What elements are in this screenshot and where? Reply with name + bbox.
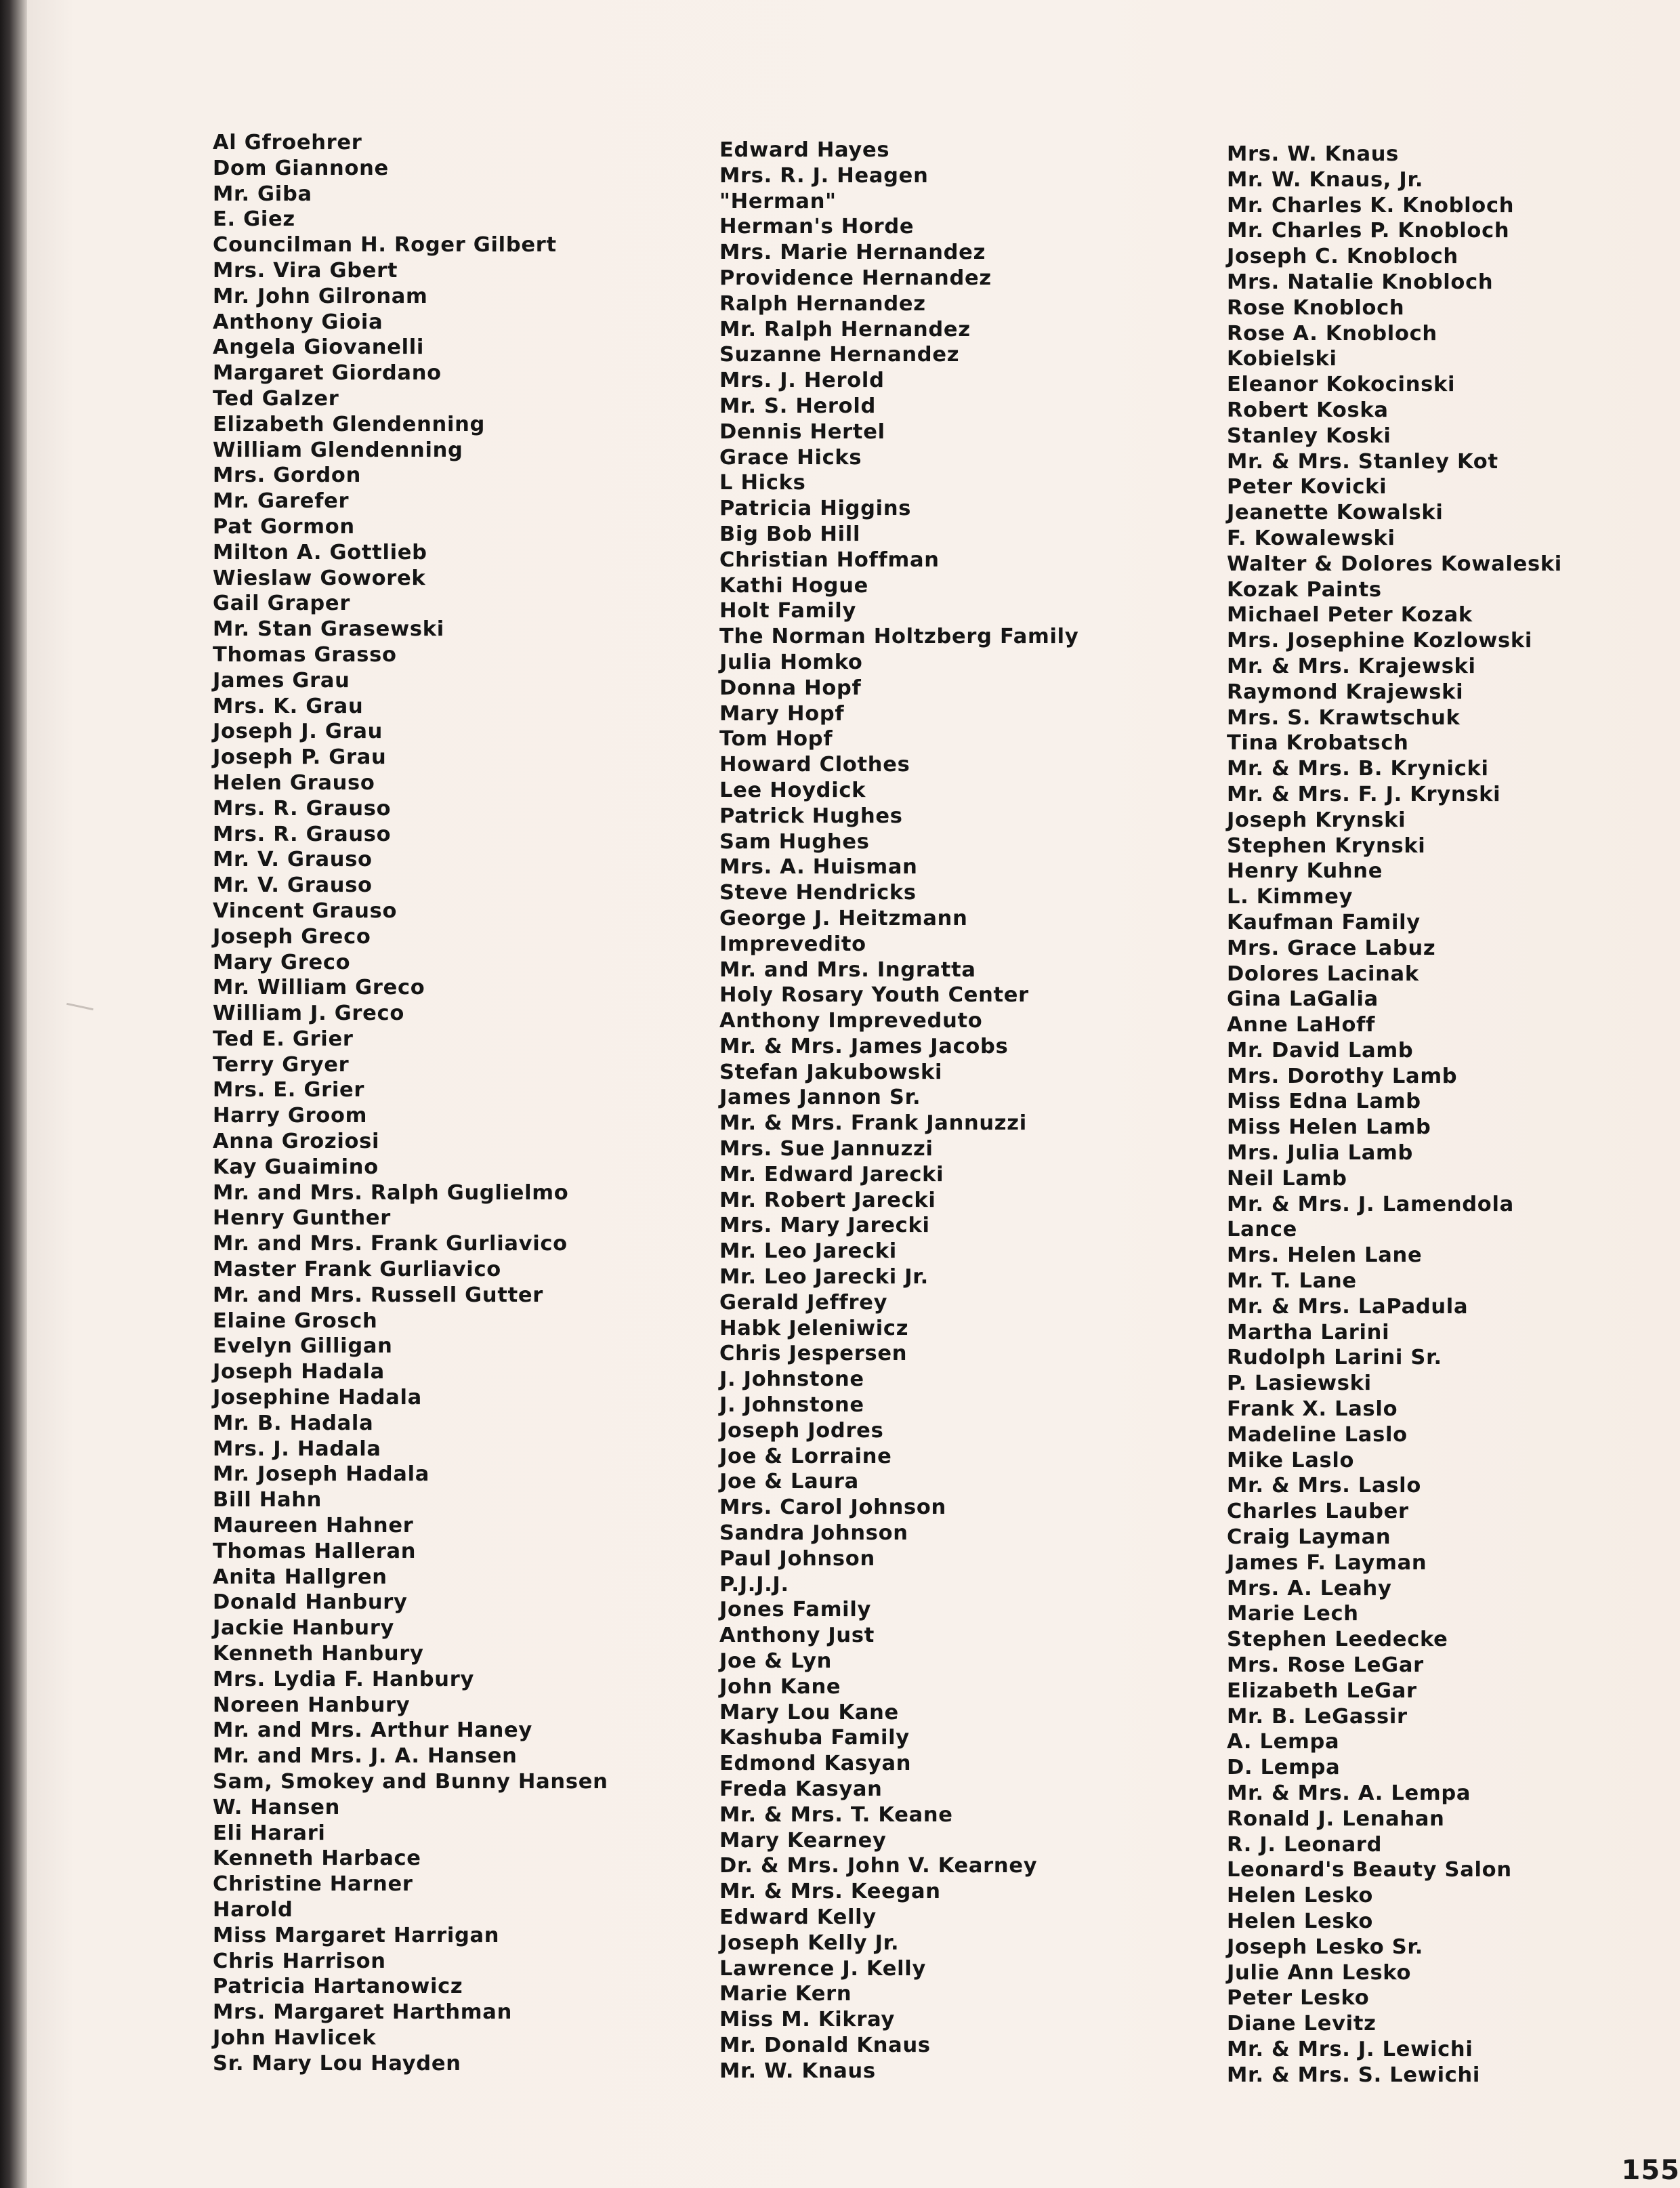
name-entry: Mr. Robert Jarecki — [719, 1188, 936, 1212]
name-entry: P. Lasiewski — [1227, 1371, 1372, 1396]
name-entry: Kobielski — [1227, 347, 1337, 371]
name-entry: Mr. B. Hadala — [213, 1411, 374, 1435]
name-entry: Mr. Giba — [213, 182, 312, 206]
name-entry: Mrs. W. Knaus — [1227, 142, 1400, 166]
name-entry: Maureen Hahner — [213, 1514, 414, 1538]
name-entry: Donna Hopf — [719, 676, 862, 700]
name-entry: Edmond Kasyan — [719, 1752, 912, 1776]
name-entry: Raymond Krajewski — [1227, 680, 1464, 704]
name-entry: Tom Hopf — [719, 727, 833, 751]
name-entry: F. Kowalewski — [1227, 526, 1395, 550]
name-entry: Helen Lesko — [1227, 1884, 1374, 1908]
name-entry: Mrs. J. Herold — [719, 369, 885, 393]
name-entry: Mrs. E. Grier — [213, 1078, 365, 1102]
name-entry: Mrs. R. J. Heagen — [719, 163, 929, 188]
name-entry: Mary Kearney — [719, 1828, 887, 1853]
name-entry: Mr. Leo Jarecki — [719, 1239, 897, 1264]
name-entry: Mr. & Mrs. Laslo — [1227, 1474, 1421, 1498]
name-entry: Mr. & Mrs. J. Lewichi — [1227, 2037, 1473, 2061]
name-entry: Dennis Hertel — [719, 419, 885, 444]
name-entry: Master Frank Gurliavico — [213, 1258, 501, 1282]
name-entry: Mr. & Mrs. A. Lempa — [1227, 1781, 1471, 1805]
name-entry: Big Bob Hill — [719, 522, 861, 546]
name-entry: Harry Groom — [213, 1104, 368, 1128]
name-entry: Miss Helen Lamb — [1227, 1115, 1431, 1140]
name-entry: Mrs. Vira Gbert — [213, 258, 398, 283]
name-entry: Mr. V. Grauso — [213, 848, 373, 872]
name-entry: Grace Hicks — [719, 445, 862, 470]
name-entry: Marie Kern — [719, 1982, 852, 2006]
name-entry: Donald Hanbury — [213, 1590, 408, 1615]
name-entry: Margaret Giordano — [213, 361, 442, 386]
name-entry: Anita Hallgren — [213, 1565, 387, 1589]
name-entry: J. Johnstone — [719, 1367, 864, 1392]
name-column-1 — [213, 130, 608, 2077]
name-entry: Madeline Laslo — [1227, 1422, 1408, 1447]
name-entry: Mrs. Lydia F. Hanbury — [213, 1667, 475, 1691]
name-entry: Josephine Hadala — [213, 1386, 422, 1410]
name-entry: Councilman H. Roger Gilbert — [213, 233, 557, 257]
name-entry: Mrs. Carol Johnson — [719, 1495, 946, 1520]
name-entry: Kenneth Harbace — [213, 1846, 421, 1871]
name-entry: Imprevedito — [719, 932, 866, 956]
name-entry: Joseph J. Grau — [213, 720, 383, 744]
name-entry: Mr. B. LeGassir — [1227, 1704, 1408, 1729]
name-entry: William Glendenning — [213, 438, 463, 462]
name-entry: Mr. and Mrs. Arthur Haney — [213, 1718, 532, 1743]
name-entry: Mr. W. Knaus, Jr. — [1227, 167, 1424, 192]
name-entry: Mrs. R. Grauso — [213, 796, 392, 821]
name-entry: Sam, Smokey and Bunny Hansen — [213, 1770, 608, 1794]
name-entry: Mr. Garefer — [213, 489, 350, 514]
name-entry: Neil Lamb — [1227, 1166, 1347, 1191]
name-entry: Mrs. J. Hadala — [213, 1437, 381, 1461]
name-entry: Mr. Edward Jarecki — [719, 1162, 944, 1186]
name-entry: Gina LaGalia — [1227, 987, 1379, 1012]
name-entry: Dolores Lacinak — [1227, 962, 1419, 986]
name-entry: Milton A. Gottlieb — [213, 540, 427, 564]
name-entry: Noreen Hanbury — [213, 1693, 411, 1717]
name-entry: Henry Kuhne — [1227, 859, 1383, 884]
name-entry: Dom Giannone — [213, 156, 389, 180]
name-entry: Stefan Jakubowski — [719, 1060, 943, 1084]
name-entry: Mrs. Marie Hernandez — [719, 241, 986, 265]
name-entry: Mr. Donald Knaus — [719, 2033, 931, 2057]
name-entry: Mr. & Mrs. F. J. Krynski — [1227, 782, 1501, 806]
book-binding-shadow — [0, 0, 27, 2188]
name-column-2 — [719, 138, 1078, 2084]
name-entry: Mr. Ralph Hernandez — [719, 317, 971, 342]
name-entry: Thomas Grasso — [213, 642, 397, 667]
name-entry: Mrs. Rose LeGar — [1227, 1653, 1424, 1678]
name-entry: Kay Guaimino — [213, 1155, 379, 1179]
name-entry: Charles Lauber — [1227, 1500, 1409, 1524]
name-entry: Mr. & Mrs. LaPadula — [1227, 1294, 1469, 1319]
name-entry: Mrs. Gordon — [213, 463, 361, 488]
name-entry: Julia Homko — [719, 650, 863, 674]
name-entry: Joe & Laura — [719, 1470, 859, 1494]
name-entry: Providence Hernandez — [719, 266, 992, 290]
name-entry: Kathi Hogue — [719, 573, 868, 598]
name-entry: Henry Gunther — [213, 1206, 392, 1231]
name-entry: Diane Levitz — [1227, 2012, 1377, 2036]
name-entry: Elizabeth Glendenning — [213, 412, 486, 436]
name-entry: Lance — [1227, 1218, 1297, 1242]
name-entry: Mrs. K. Grau — [213, 694, 364, 718]
name-entry: George J. Heitzmann — [719, 906, 968, 930]
name-entry: John Kane — [719, 1674, 841, 1699]
name-entry: J. Johnstone — [719, 1393, 864, 1418]
name-entry: Chris Harrison — [213, 1949, 386, 1973]
name-entry: Joseph Lesko Sr. — [1227, 1935, 1424, 1959]
name-entry: Marie Lech — [1227, 1602, 1359, 1626]
name-entry: Kenneth Hanbury — [213, 1642, 424, 1666]
name-entry: Angela Giovanelli — [213, 335, 425, 360]
name-entry: Suzanne Hernandez — [719, 343, 960, 367]
name-entry: A. Lempa — [1227, 1730, 1340, 1754]
name-entry: Mr. David Lamb — [1227, 1038, 1414, 1062]
name-entry: Mr. & Mrs. Krajewski — [1227, 654, 1476, 678]
name-entry: Helen Lesko — [1227, 1909, 1374, 1933]
name-entry: Anthony Impreveduto — [719, 1009, 983, 1033]
name-entry: Edward Kelly — [719, 1905, 877, 1929]
name-entry: Mike Laslo — [1227, 1448, 1355, 1472]
name-entry: Chris Jespersen — [719, 1342, 908, 1366]
name-entry: Christian Hoffman — [719, 548, 940, 572]
name-entry: Martha Larini — [1227, 1320, 1390, 1344]
name-entry: Wieslaw Goworek — [213, 566, 426, 590]
name-entry: Mary Lou Kane — [719, 1700, 899, 1725]
name-entry: "Herman" — [719, 189, 837, 213]
name-entry: Mr. and Mrs. Ingratta — [719, 957, 976, 982]
name-entry: Al Gfroehrer — [213, 131, 362, 154]
name-entry: Mr. S. Herold — [719, 394, 877, 418]
name-entry: Miss Margaret Harrigan — [213, 1923, 500, 1947]
name-entry: Joe & Lyn — [719, 1649, 833, 1674]
name-entry: James F. Layman — [1227, 1550, 1427, 1575]
name-entry: Jeanette Kowalski — [1227, 501, 1444, 525]
name-entry: Mrs. Helen Lane — [1227, 1243, 1423, 1268]
name-entry: Elaine Grosch — [213, 1308, 378, 1333]
name-entry: Christine Harner — [213, 1872, 413, 1897]
name-entry: Mr. & Mrs. Keegan — [719, 1880, 941, 1904]
name-entry: James Grau — [213, 668, 350, 693]
name-entry: Helen Grauso — [213, 770, 375, 795]
name-entry: James Jannon Sr. — [719, 1086, 921, 1110]
name-entry: John Havlicek — [213, 2025, 377, 2050]
name-entry: Kaufman Family — [1227, 910, 1421, 934]
name-entry: Kashuba Family — [719, 1726, 910, 1750]
name-entry: Joseph C. Knobloch — [1227, 245, 1458, 269]
name-entry: Lawrence J. Kelly — [719, 1956, 927, 1981]
name-entry: Ralph Hernandez — [719, 291, 926, 316]
name-entry: Mr. Stan Grasewski — [213, 617, 444, 642]
page-number: 155 — [1621, 2155, 1680, 2186]
name-entry: Stephen Leedecke — [1227, 1628, 1448, 1652]
name-entry: R. J. Leonard — [1227, 1832, 1383, 1857]
name-entry: Joseph Krynski — [1227, 808, 1406, 832]
name-entry: Anna Groziosi — [213, 1130, 380, 1154]
name-entry: Herman's Horde — [719, 215, 915, 239]
name-entry: Anthony Just — [719, 1624, 875, 1648]
name-entry: Dr. & Mrs. John V. Kearney — [719, 1854, 1038, 1878]
name-entry: Mr. and Mrs. Frank Gurliavico — [213, 1232, 568, 1256]
name-entry: Jones Family — [719, 1598, 872, 1622]
name-entry: Mr. & Mrs. J. Lamendola — [1227, 1192, 1514, 1216]
name-entry: Bill Hahn — [213, 1488, 322, 1512]
name-entry: Joseph P. Grau — [213, 745, 387, 770]
name-entry: Patrick Hughes — [719, 804, 903, 828]
name-entry: William J. Greco — [213, 1002, 404, 1026]
name-entry: Mary Hopf — [719, 701, 845, 726]
name-entry: Joe & Lorraine — [719, 1444, 892, 1468]
name-entry: Robert Koska — [1227, 398, 1389, 422]
name-entry: Anthony Gioia — [213, 310, 383, 334]
name-entry: Walter & Dolores Kowaleski — [1227, 552, 1562, 576]
name-entry: Mr. & Mrs. Frank Jannuzzi — [719, 1111, 1027, 1136]
paper-mark — [66, 1003, 93, 1010]
name-entry: Gerald Jeffrey — [719, 1290, 888, 1315]
name-entry: Mr. & Mrs. Stanley Kot — [1227, 449, 1498, 474]
name-entry: Mrs. Julia Lamb — [1227, 1141, 1414, 1165]
name-entry: Eleanor Kokocinski — [1227, 373, 1456, 397]
name-entry: Patricia Higgins — [719, 497, 912, 521]
name-entry: Mrs. Grace Labuz — [1227, 936, 1436, 960]
name-entry: Tina Krobatsch — [1227, 731, 1409, 756]
name-entry: Mr. & Mrs. T. Keane — [719, 1802, 953, 1827]
name-entry: Thomas Halleran — [213, 1539, 417, 1563]
name-entry: Mrs. S. Krawtschuk — [1227, 705, 1461, 730]
name-entry: Mr. Charles P. Knobloch — [1227, 219, 1510, 243]
name-entry: Vincent Grauso — [213, 899, 398, 923]
name-entry: Mrs. Mary Jarecki — [719, 1214, 930, 1238]
name-entry: Joseph Greco — [213, 924, 371, 949]
name-entry: Mr. V. Grauso — [213, 873, 373, 898]
name-entry: Leonard's Beauty Salon — [1227, 1858, 1512, 1882]
name-entry: Steve Hendricks — [719, 881, 917, 905]
name-entry: Mr. William Greco — [213, 976, 425, 1000]
name-entry: Stanley Koski — [1227, 424, 1391, 448]
name-entry: Mrs. Dorothy Lamb — [1227, 1064, 1458, 1088]
name-entry: Craig Layman — [1227, 1525, 1391, 1550]
name-entry: Mrs. Sue Jannuzzi — [719, 1137, 933, 1161]
name-column-3 — [1227, 142, 1562, 2088]
name-entry: Mr. W. Knaus — [719, 2059, 876, 2083]
name-entry: Mrs. R. Grauso — [213, 822, 392, 846]
name-entry: Peter Kovicki — [1227, 475, 1387, 499]
name-entry: W. Hansen — [213, 1795, 341, 1819]
name-entry: Julie Ann Lesko — [1227, 1960, 1412, 1985]
name-entry: Michael Peter Kozak — [1227, 603, 1473, 627]
name-entry: Miss Edna Lamb — [1227, 1090, 1421, 1114]
name-entry: Edward Hayes — [719, 138, 890, 162]
name-entry: D. Lempa — [1227, 1756, 1341, 1780]
name-entry: Rose A. Knobloch — [1227, 321, 1437, 346]
name-entry: Ted E. Grier — [213, 1027, 354, 1051]
name-entry: Peter Lesko — [1227, 1986, 1370, 2010]
name-entry: Mary Greco — [213, 950, 351, 974]
name-entry: Joseph Hadala — [213, 1360, 385, 1384]
name-entry: Rose Knobloch — [1227, 295, 1405, 320]
name-entry: Eli Harari — [213, 1821, 326, 1845]
name-entry: Mr. & Mrs. James Jacobs — [719, 1034, 1009, 1058]
name-entry: Patricia Hartanowicz — [213, 1975, 463, 1999]
name-entry: Mrs. Natalie Knobloch — [1227, 270, 1494, 294]
name-entry: Ted Galzer — [213, 386, 339, 411]
name-entry: Mr. & Mrs. B. Krynicki — [1227, 757, 1489, 781]
name-entry: Sr. Mary Lou Hayden — [213, 2051, 461, 2076]
name-entry: P.J.J.J. — [719, 1572, 789, 1596]
name-entry: Joseph Jodres — [719, 1418, 884, 1443]
name-entry: Holy Rosary Youth Center — [719, 983, 1029, 1008]
name-entry: L Hicks — [719, 471, 806, 495]
name-entry: Howard Clothes — [719, 753, 910, 777]
name-entry: Rudolph Larini Sr. — [1227, 1346, 1442, 1370]
name-entry: Pat Gormon — [213, 514, 355, 539]
name-entry: Sandra Johnson — [719, 1521, 908, 1546]
name-entry: The Norman Holtzberg Family — [719, 625, 1079, 649]
name-entry: Ronald J. Lenahan — [1227, 1807, 1445, 1831]
name-entry: Frank X. Laslo — [1227, 1397, 1398, 1422]
name-entry: E. Giez — [213, 207, 295, 232]
name-entry: Elizabeth LeGar — [1227, 1678, 1417, 1703]
name-entry: Mr. and Mrs. Ralph Guglielmo — [213, 1180, 569, 1205]
name-entry: L. Kimmey — [1227, 885, 1353, 909]
name-entry: Mr. Leo Jarecki Jr. — [719, 1265, 929, 1289]
name-entry: Evelyn Gilligan — [213, 1334, 393, 1359]
name-entry: Mrs. A. Huisman — [719, 855, 918, 880]
name-entry: Anne LaHoff — [1227, 1013, 1376, 1037]
name-entry: Terry Gryer — [213, 1052, 350, 1077]
name-entry: Paul Johnson — [719, 1546, 875, 1571]
name-entry: Joseph Kelly Jr. — [719, 1931, 900, 1955]
name-entry: Mr. Joseph Hadala — [213, 1462, 430, 1487]
name-entry: Mrs. A. Leahy — [1227, 1576, 1392, 1601]
name-entry: Mr. Charles K. Knobloch — [1227, 193, 1515, 218]
name-entry: Mrs. Josephine Kozlowski — [1227, 629, 1532, 653]
name-entry: Jackie Hanbury — [213, 1616, 395, 1640]
name-entry: Freda Kasyan — [719, 1777, 883, 1801]
name-entry: Mrs. Margaret Harthman — [213, 2000, 512, 2025]
name-entry: Sam Hughes — [719, 829, 870, 854]
name-entry: Gail Graper — [213, 592, 351, 616]
name-entry: Kozak Paints — [1227, 577, 1382, 602]
name-entry: Mr. and Mrs. J. A. Hansen — [213, 1744, 518, 1769]
name-entry: Mr. and Mrs. Russell Gutter — [213, 1283, 544, 1307]
name-entry: Stephen Krynski — [1227, 833, 1426, 858]
name-entry: Lee Hoydick — [719, 778, 866, 802]
name-entry: Harold — [213, 1897, 293, 1922]
name-entry: Mr. & Mrs. S. Lewichi — [1227, 2063, 1481, 2087]
name-entry: Miss M. Kikray — [719, 2008, 896, 2032]
name-entry: Habk Jeleniwicz — [719, 1316, 909, 1340]
name-entry: Mr. T. Lane — [1227, 1269, 1357, 1294]
name-entry: Mr. John Gilronam — [213, 284, 428, 308]
name-entry: Holt Family — [719, 599, 857, 623]
